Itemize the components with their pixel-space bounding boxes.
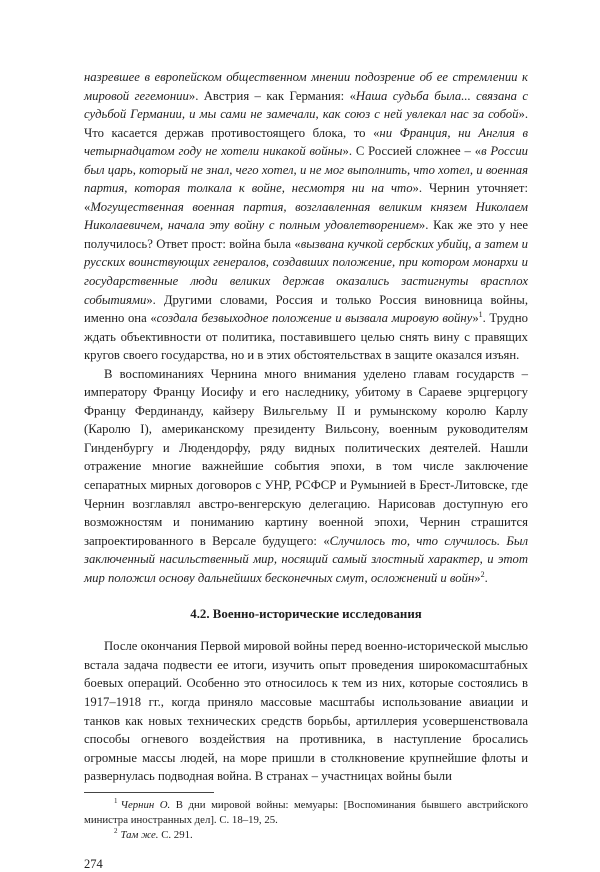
quote-italic: вызвана кучкой сербских убийц, а затем и русских воинствующих генералов, создавших положение, при котором монархи и государственные люди великих держав оказались застигнуты врасплох событиями <box>84 236 529 307</box>
footnote-divider <box>84 792 214 793</box>
footnote-author: Чернин О. <box>120 798 171 811</box>
text-run: ». Австрия – как Германия: « <box>188 88 356 103</box>
text-run: ». С Россией сложнее – « <box>342 144 482 159</box>
quote-italic: Случилось то, что случилось. Был заключенный насильственный мир, носящий самый злостный характер, и этот мир положил основу дальнейших бесконечных смут, осложнений и войн <box>84 533 528 585</box>
text-run: ». Чернин уточняет: « <box>84 181 528 214</box>
paragraph-chernin-memoirs <box>84 365 528 588</box>
footnote-text: С. 291. <box>158 828 193 841</box>
paragraph-military-history: После окончания Первой мировой войны перед военно-исторической мыслью встала задача подвести ее итоги, изучить опыт проведения широкомасштабных боевых операций. Особенно это относилось к тем из них, которые состоялись в 1917–1918 гг., когда приняло массовые масштабы использование авиации и танков как новых технических средств борьбы, артиллерия усовершенствовала способы огневого воздействия на противника, в наступление бросались огромные массы людей, на море пришли в столкновение крупнейшие флоты и развернулась подводная война. В странах – участницах войны были <box>84 639 528 784</box>
footnote-text: В дни мировой войны: мемуары: [Воспоминания бывшего австрийского министра иностранных дел]. С. 18–19, 25. <box>84 798 528 826</box>
text-run: ». Что касается держав противостоящего блока, то « <box>84 107 528 140</box>
text-run: . <box>484 570 488 585</box>
text-run: » <box>474 570 481 585</box>
page-content <box>84 68 528 872</box>
text-run: » <box>472 311 479 326</box>
quote-italic: в России был царь, который не знал, чего хотел, и не мог выполнить, что хотел, и военная партия, которая толкала к войне, несмотря ни на что <box>84 144 529 196</box>
quote-italic: ни Франция, ни Англия в четырнадцатом году не хотели никакой войны <box>84 125 528 159</box>
text-run: ». Как же это у нее получилось? Ответ прост: война была « <box>84 218 528 251</box>
footnote-1 <box>84 798 528 828</box>
quote-italic: назревшее в европейском общественном мнении подозрение об ее стремлении к мировой гегемонии <box>84 70 528 103</box>
footnote-ref: Там же. <box>120 828 159 841</box>
quote-italic: создала безвыходное положение и вызвала мировую войну <box>156 311 473 326</box>
text-run: . Трудно ждать объективности от политика, поставившего целью снять вину с правящих кругов своего государства, но и в этих обстоятельствах в защите оказался изъян. <box>84 311 529 363</box>
text-run: ». Другими словами, Россия и только Россия виновница войны, именно она « <box>84 292 528 326</box>
footnotes <box>84 798 528 843</box>
text-run: В воспоминаниях Чернина много внимания уделено главам государств – императору Францу Иосифу и его наследнику, убитому в Сараеве эрцгерцогу Францу Фердинанду, кайзеру Вильгельму II и румынскому королю Карлу (Каролю I), американскому президенту Вильсону, военным руководителям Гинденбургу и Людендорфу, ряду видных политических деятелей. Нашли отражение многие важнейшие события эпохи, в том числе заключение сепаратных мирных договоров с УНР, РСФСР и Румынией в Брест-Литовске, где Чернин возглавлял австро-венгерскую делегацию. Нарисовав доступную его возможностям и пониманию картину военной эпохи, Чернин страшится запроектированного в Версале будущего: « <box>84 366 528 548</box>
paragraph-chernin-war-guilt <box>84 68 528 365</box>
footnote-number: 2 <box>114 827 118 836</box>
section-heading: 4.2. Военно-исторические исследования <box>190 607 422 622</box>
footnote-ref-1[interactable]: 1 <box>478 309 483 319</box>
footnote-ref-2[interactable]: 2 <box>480 569 485 579</box>
quote-italic: Наша судьба была... связана с судьбой Германии, и мы сами не замечали, как союз с ней увлекал нас за собой <box>84 88 529 122</box>
quote-italic: Могущественная военная партия, возглавленная великим князем Николаем Николаевичем, начала эту войну с полным удовлетворением <box>84 199 528 233</box>
page-number: 274 <box>84 856 103 871</box>
footnote-number: 1 <box>114 797 118 806</box>
footnote-2 <box>84 828 528 843</box>
